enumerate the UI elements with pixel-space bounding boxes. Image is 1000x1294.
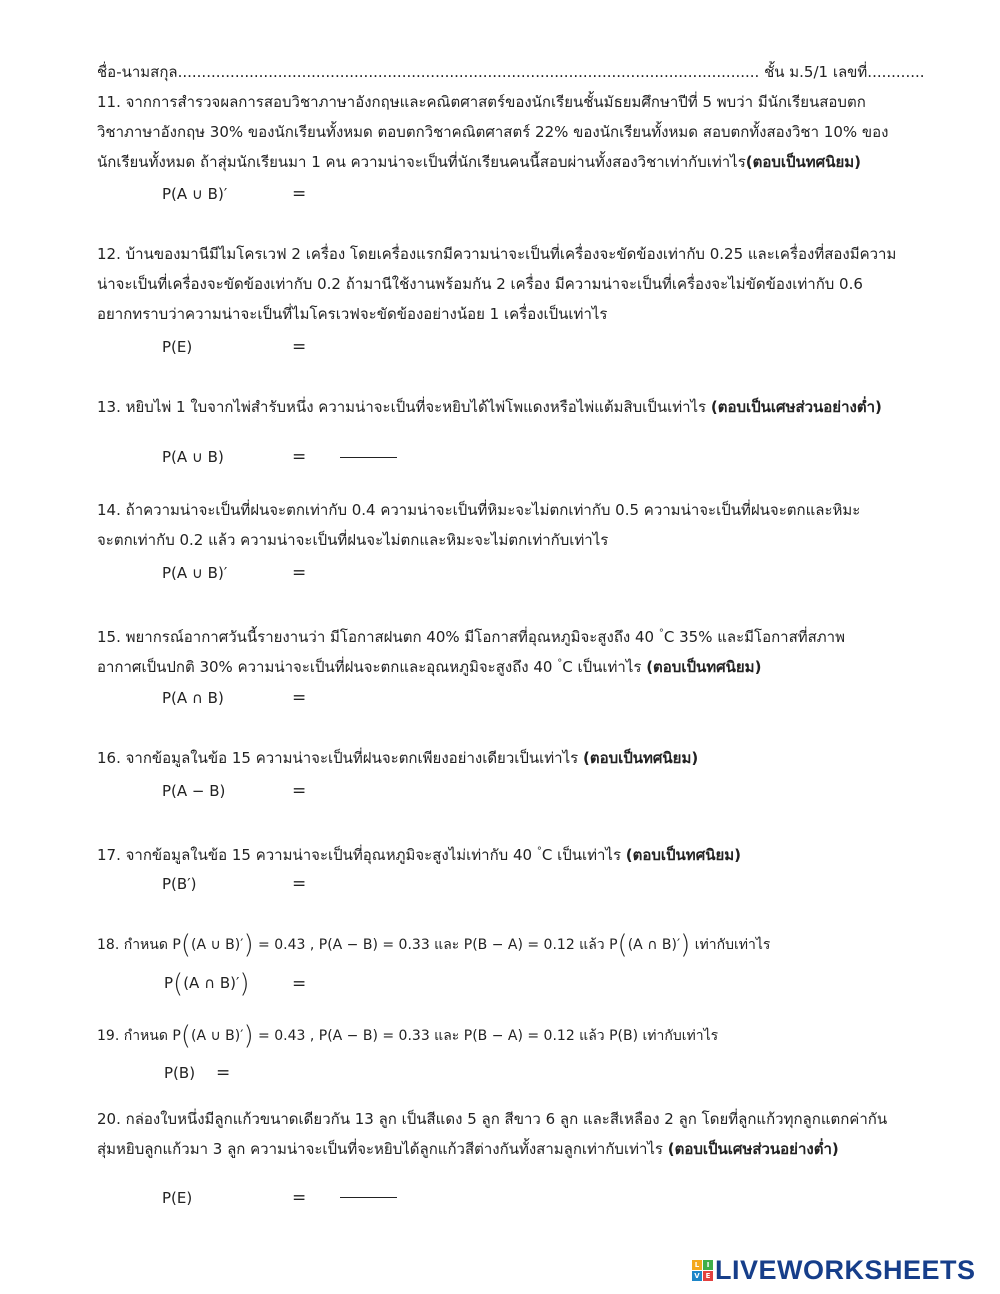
q20-text-line-1: 20. กล่องใบหนึ่งมีลูกแก้วขนาดเดียวกัน 13 ลูก เป็นสีแดง 5 ลูก สีขาว 6 ลูก และสีเหลือง 2 ลูก โดยที่ลูกแก้วทุกลูกแตกค่ากัน [97,1110,888,1128]
degree-symbol: ° [536,846,542,857]
q13-question: 13. หยิบไพ่ 1 ใบจากไพ่สำรับหนึ่ง ความน่าจะเป็นที่จะหยิบได้ไพ่โพแดงหรือไพ่แต้มสิบเป็นเท่าไร [97,398,711,416]
q15-text-part: C 35% และมีโอกาสที่สภาพ [663,628,845,646]
q20-text-line-2 [97,1139,839,1159]
q11-text-line-2: วิชาภาษาอังกฤษ 30% ของนักเรียนทั้งหมด ตอบตกวิชาคณิตศาสตร์ 22% ของนักเรียนทั้งหมด สอบตกทั้งสองวิชา 10% ของ [97,123,889,141]
q20-answer-note: (ตอบเป็นเศษส่วนอย่างต่ำ) [667,1140,839,1158]
big-paren: ) [680,930,691,960]
q15-text-part: 15. พยากรณ์อากาศวันนี้รายงานว่า มีโอกาสฝนตก 40% มีโอกาสที่อุณหภูมิจะสูงถึง 40 [97,628,655,646]
q20-equals: = [292,1188,307,1208]
q16-equals: = [292,781,307,801]
q14-text-line-1: 14. ถ้าความน่าจะเป็นที่ฝนจะตกเท่ากับ 0.4 ความน่าจะเป็นที่หิมะจะไม่ตกเท่ากับ 0.5 ความน่าจะเป็นที่ฝนจะตกและหิมะ [97,501,861,519]
q15-answer-note: (ตอบเป็นทศนิยม) [646,658,762,676]
degree-symbol: ° [658,628,664,639]
big-paren: ) [239,969,250,999]
q19-formula: P(B) [164,1064,196,1082]
degree-symbol: ° [557,658,563,669]
q18-text-part: (A ∪ B)′ [191,937,244,953]
q16-answer-note: (ตอบเป็นทศนิยม) [582,749,699,767]
q13-text-line-1 [97,397,882,417]
q13-equals: = [292,447,307,467]
q16-text-line-1 [97,748,698,768]
q14-text-line-2: จะตกเท่ากับ 0.2 แล้ว ความน่าจะเป็นที่ฝนจะไม่ตกและหิมะจะไม่ตกเท่ากับเท่าไร [97,531,609,549]
q13-fraction-bar [340,457,397,458]
big-paren: ( [180,930,191,960]
q18-formula-part: P [164,974,174,992]
q11-formula: P(A ∪ B)′ [162,185,228,203]
q15-text-part: อากาศเป็นปกติ 30% ความน่าจะเป็นที่ฝนจะตกและอุณหภูมิจะสูงถึง 40 [97,658,553,676]
q19-text-part: 19. กำหนด P [97,1028,181,1044]
q12-text-line-3: อยากทราบว่าความน่าจะเป็นที่ไมโครเวฟจะขัดข้องอย่างน้อย 1 เครื่องเป็นเท่าไร [97,305,608,323]
q20-question: สุ่มหยิบลูกแก้วมา 3 ลูก ความน่าจะเป็นที่จะหยิบได้ลูกแก้วสีต่างกันทั้งสามลูกเท่ากับเท่าไร [97,1140,668,1158]
q17-text-line-1 [97,842,741,865]
q12-formula: P(E) [162,338,193,356]
q16-question: 16. จากข้อมูลในข้อ 15 ความน่าจะเป็นที่ฝนจะตกเพียงอย่างเดียวเป็นเท่าไร [97,749,583,767]
q11-text-line-3 [97,152,861,172]
q20-formula: P(E) [162,1189,193,1207]
q15-formula: P(A ∩ B) [162,689,224,707]
liveworksheets-logo[interactable] [692,1255,976,1285]
student-info-line: ชื่อ-นามสกุล.......................................................................................................................... ชั้น ม.5/1 เลขที่............ [97,63,925,81]
q11-equals: = [292,184,307,204]
q13-formula: P(A ∪ B) [162,448,224,466]
q18-formula [164,969,250,999]
logo-block: L [692,1260,702,1270]
q12-equals: = [292,337,307,357]
q15-text-part: C เป็นเท่าไร [562,658,647,676]
q17-formula: P(B′) [162,875,197,893]
q11-answer-note: (ตอบเป็นทศนิยม) [745,153,861,171]
q20-fraction-bar [340,1197,397,1198]
big-paren: ( [173,969,184,999]
q18-text-line-1 [97,930,771,960]
logo-block: V [692,1271,702,1281]
q16-formula: P(A − B) [162,782,226,800]
q11-question: นักเรียนทั้งหมด ถ้าสุ่มนักเรียนมา 1 คน ความน่าจะเป็นที่นักเรียนคนนี้สอบผ่านทั้งสองวิชาเท่ากับเท่าไร [97,153,746,171]
q14-equals: = [292,563,307,583]
q19-text-line-1 [97,1021,719,1051]
q19-equals: = [216,1063,231,1083]
q18-text-part: เท่ากับเท่าไร [690,937,771,953]
logo-block: I [703,1260,713,1270]
q17-answer-note: (ตอบเป็นทศนิยม) [625,846,742,864]
big-paren: ) [243,1021,254,1051]
q15-text-line-1 [97,624,845,647]
logo-blocks-icon [692,1260,713,1281]
q19-text-part: = 0.43 , P(A − B) = 0.33 และ P(B − A) = 0.12 แล้ว P(B) เท่ากับเท่าไร [253,1028,719,1044]
brand-wordmark: LIVEWORKSHEETS [715,1254,976,1285]
q18-equals: = [292,974,307,994]
big-paren: ( [180,1021,191,1051]
big-paren: ( [617,930,628,960]
q14-formula: P(A ∪ B)′ [162,564,228,582]
q17-text-part: 17. จากข้อมูลในข้อ 15 ความน่าจะเป็นที่อุณหภูมิจะสูงไม่เท่ากับ 40 [97,846,533,864]
big-paren: ) [243,930,254,960]
q19-text-part: (A ∪ B)′ [191,1028,244,1044]
logo-block: E [703,1271,713,1281]
q17-text-part: C เป็นเท่าไร [541,846,626,864]
q18-text-part: 18. กำหนด P [97,937,181,953]
q15-text-line-2 [97,654,761,677]
q18-text-part: = 0.43 , P(A − B) = 0.33 และ P(B − A) = 0.12 แล้ว P [253,937,618,953]
q13-answer-note: (ตอบเป็นเศษส่วนอย่างต่ำ) [710,398,882,416]
q12-text-line-1: 12. บ้านของมานีมีไมโครเวฟ 2 เครื่อง โดยเครื่องแรกมีความน่าจะเป็นที่เครื่องจะขัดข้องเท่ากับ 0.25 และเครื่องที่สองมีความ [97,245,897,263]
q17-equals: = [292,874,307,894]
q18-text-part: (A ∩ B)′ [627,937,681,953]
q11-text-line-1: 11. จากการสำรวจผลการสอบวิชาภาษาอังกฤษและคณิตศาสตร์ของนักเรียนชั้นมัธยมศึกษาปีที่ 5 พบว่า มีนักเรียนสอบตก [97,93,866,111]
q15-equals: = [292,688,307,708]
q18-formula-part: (A ∩ B)′ [183,974,240,992]
q12-text-line-2: น่าจะเป็นที่เครื่องจะขัดข้องเท่ากับ 0.2 ถ้ามานีใช้งานพร้อมกัน 2 เครื่อง มีความน่าจะเป็นที่เครื่องจะไม่ขัดข้องเท่ากับ 0.6 [97,275,863,293]
